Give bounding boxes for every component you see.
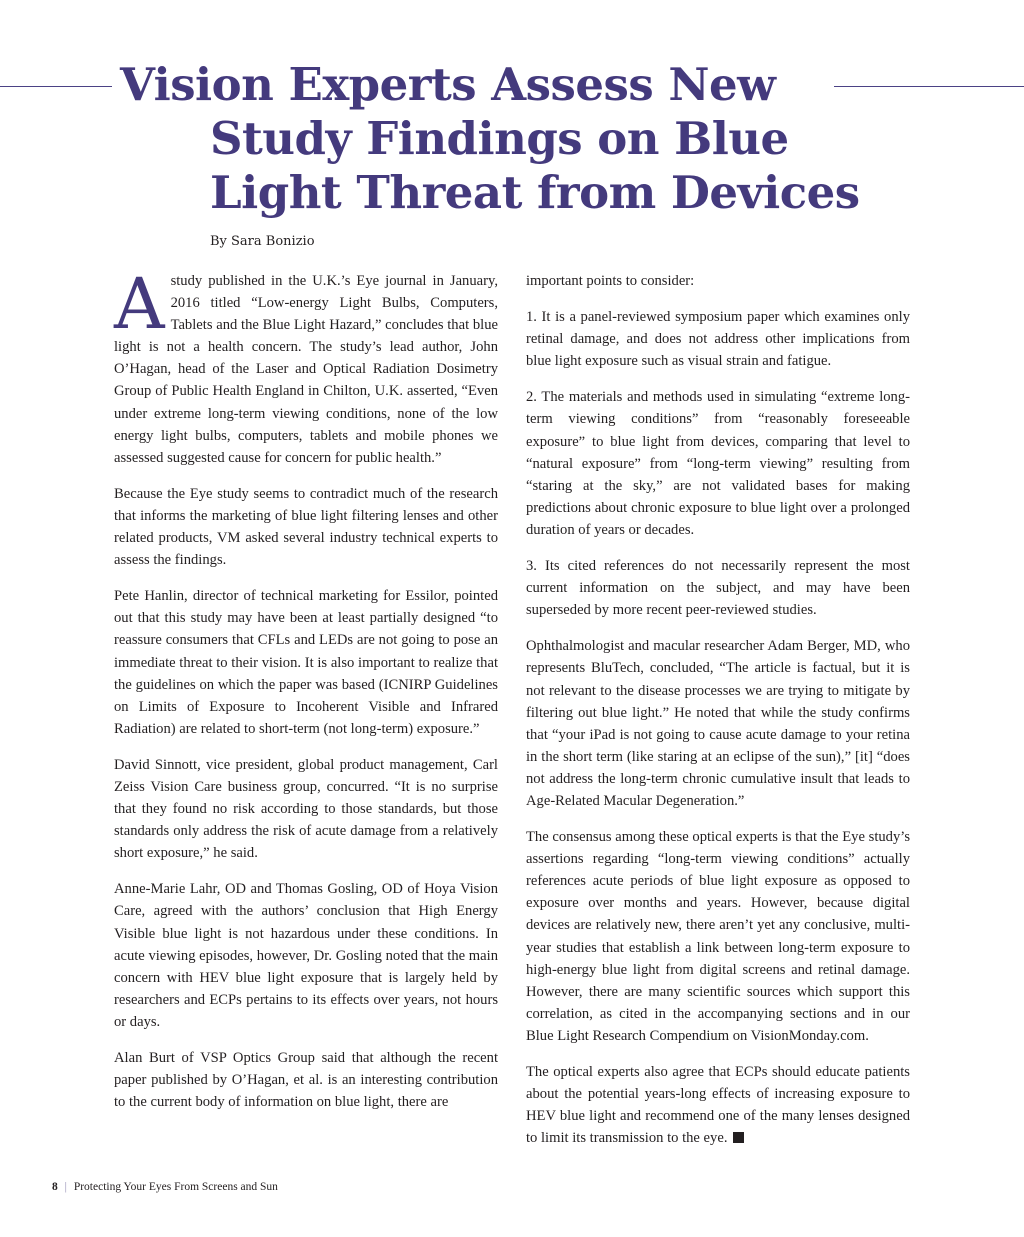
page-number: 8 <box>52 1181 58 1193</box>
headline-line-1: Vision Experts Assess New <box>120 58 776 111</box>
right-paragraph-7 <box>526 1061 910 1149</box>
right-paragraph-5: Ophthalmologist and macular researcher Adam Berger, MD, who represents BluTech, concluded, “The article is factual, but it is not relevant to the disease processes we are trying to mitigate by filtering out blue light.” He noted that while the study confirms that “your iPad is not going to cause acute damage to your retina in the short term (like staring at an eclipse of the sun),” [it] “does not address the long-term chronic cumulative insult that leads to Age-Related Macular Degeneration.” <box>526 638 910 809</box>
left-column <box>114 263 498 1127</box>
headline-line-3: Light Threat from Devices <box>210 166 860 219</box>
headline-line-2: Study Findings on Blue <box>210 112 789 165</box>
left-paragraph-5: Anne-Marie Lahr, OD and Thomas Gosling, OD of Hoya Vision Care, agreed with the authors’ conclusion that High Energy Visible blue light is not hazardous under these conditions. In acute viewing episodes, however, Dr. Gosling noted that the main concern with HEV blue light exposure that is largely held by researchers and ECPs pertains to its effects over years, not hours or days. <box>114 881 498 1030</box>
right-paragraph-6: The consensus among these optical experts is that the Eye study’s assertions regarding “long-term viewing conditions” actually references acute periods of blue light exposure as opposed to exposure over months and years. However, because digital devices are relatively new, there aren’t yet any conclusive, multi-year studies that establish a link between long-term exposure to high-energy blue light from digital screens and retinal damage. However, there are many scientific sources which support this correlation, as cited in the accompanying sections and in our Blue Light Research Compendium on VisionMonday.com. <box>526 829 910 1044</box>
byline: By Sara Bonizio <box>210 234 315 249</box>
footer-separator: | <box>64 1181 67 1193</box>
right-paragraph-4: 3. Its cited references do not necessarily represent the most current information on the subject, and may have been superseded by more recent peer-reviewed studies. <box>526 558 910 619</box>
right-paragraph-3: 2. The materials and methods used in simulating “extreme long-term viewing conditions” from “reasonably foreseeable exposure” to blue light from devices, comparing that level to “natural exposure” from “long-term viewing” resulting from “staring at the sky,” are not validated bases for making predictions about chronic exposure to blue light over a prolonged duration of years or decades. <box>526 389 910 538</box>
left-paragraph-2: Because the Eye study seems to contradict much of the research that informs the marketing of blue light filtering lenses and other related products, VM asked several industry technical experts to assess the findings. <box>114 485 498 569</box>
page-footer <box>52 1181 278 1193</box>
left-paragraph-1 <box>114 263 498 469</box>
publication-title: Protecting Your Eyes From Screens and Sun <box>73 1181 278 1193</box>
drop-cap: A <box>114 263 165 345</box>
left-paragraph-6: Alan Burt of VSP Optics Group said that although the recent paper published by O’Hagan, et al. is an interesting contribution to the current body of information on blue light, there are <box>114 1050 498 1111</box>
end-of-article-square-icon <box>733 1132 744 1143</box>
right-paragraph-7-text: The optical experts also agree that ECPs should educate patients about the potential years-long effects of increasing exposure to HEV blue light and recommend one of the many lenses designed to limit its transmission to the eye. <box>526 1064 910 1147</box>
left-paragraph-4: David Sinnott, vice president, global product management, Carl Zeiss Vision Care business group, concurred. “It is no surprise that they found no risk according to those standards, but those standards only address the risk of acute damage from a relatively short exposure,” he said. <box>114 756 498 862</box>
left-paragraph-1-text: study published in the U.K.’s Eye journal in January, 2016 titled “Low-energy Light Bulbs, Computers, Tablets and the Blue Light Hazard,” concludes that blue light is not a health concern. The study’s lead author, John O’Hagan, head of the Laser and Optical Radiation Dosimetry Group of Public Health England in Chilton, U.K. asserted, “Even under extreme long-term viewing conditions, none of the low energy light bulbs, computers, tablets and mobile phones we assessed suggested cause for concern for public health.” <box>114 273 498 466</box>
article-headline <box>120 58 920 220</box>
right-column <box>526 270 910 1163</box>
left-paragraph-3: Pete Hanlin, director of technical marketing for Essilor, pointed out that this study may have been at least partially designed “to reassure consumers that CFLs and LEDs are not going to pose an immediate threat to their vision. It is also important to realize that the guidelines on which the paper was based (ICNIRP Guidelines on Limits of Exposure to Incoherent Visible and Infrared Radiation) are related to short-term (not long-term) exposure.” <box>114 588 498 737</box>
right-paragraph-1: important points to consider: <box>526 273 695 289</box>
headline-rule-left <box>0 86 112 87</box>
right-paragraph-2: 1. It is a panel-reviewed symposium paper which examines only retinal damage, and does not address other implications from blue light exposure such as visual strain and fatigue. <box>526 309 910 370</box>
